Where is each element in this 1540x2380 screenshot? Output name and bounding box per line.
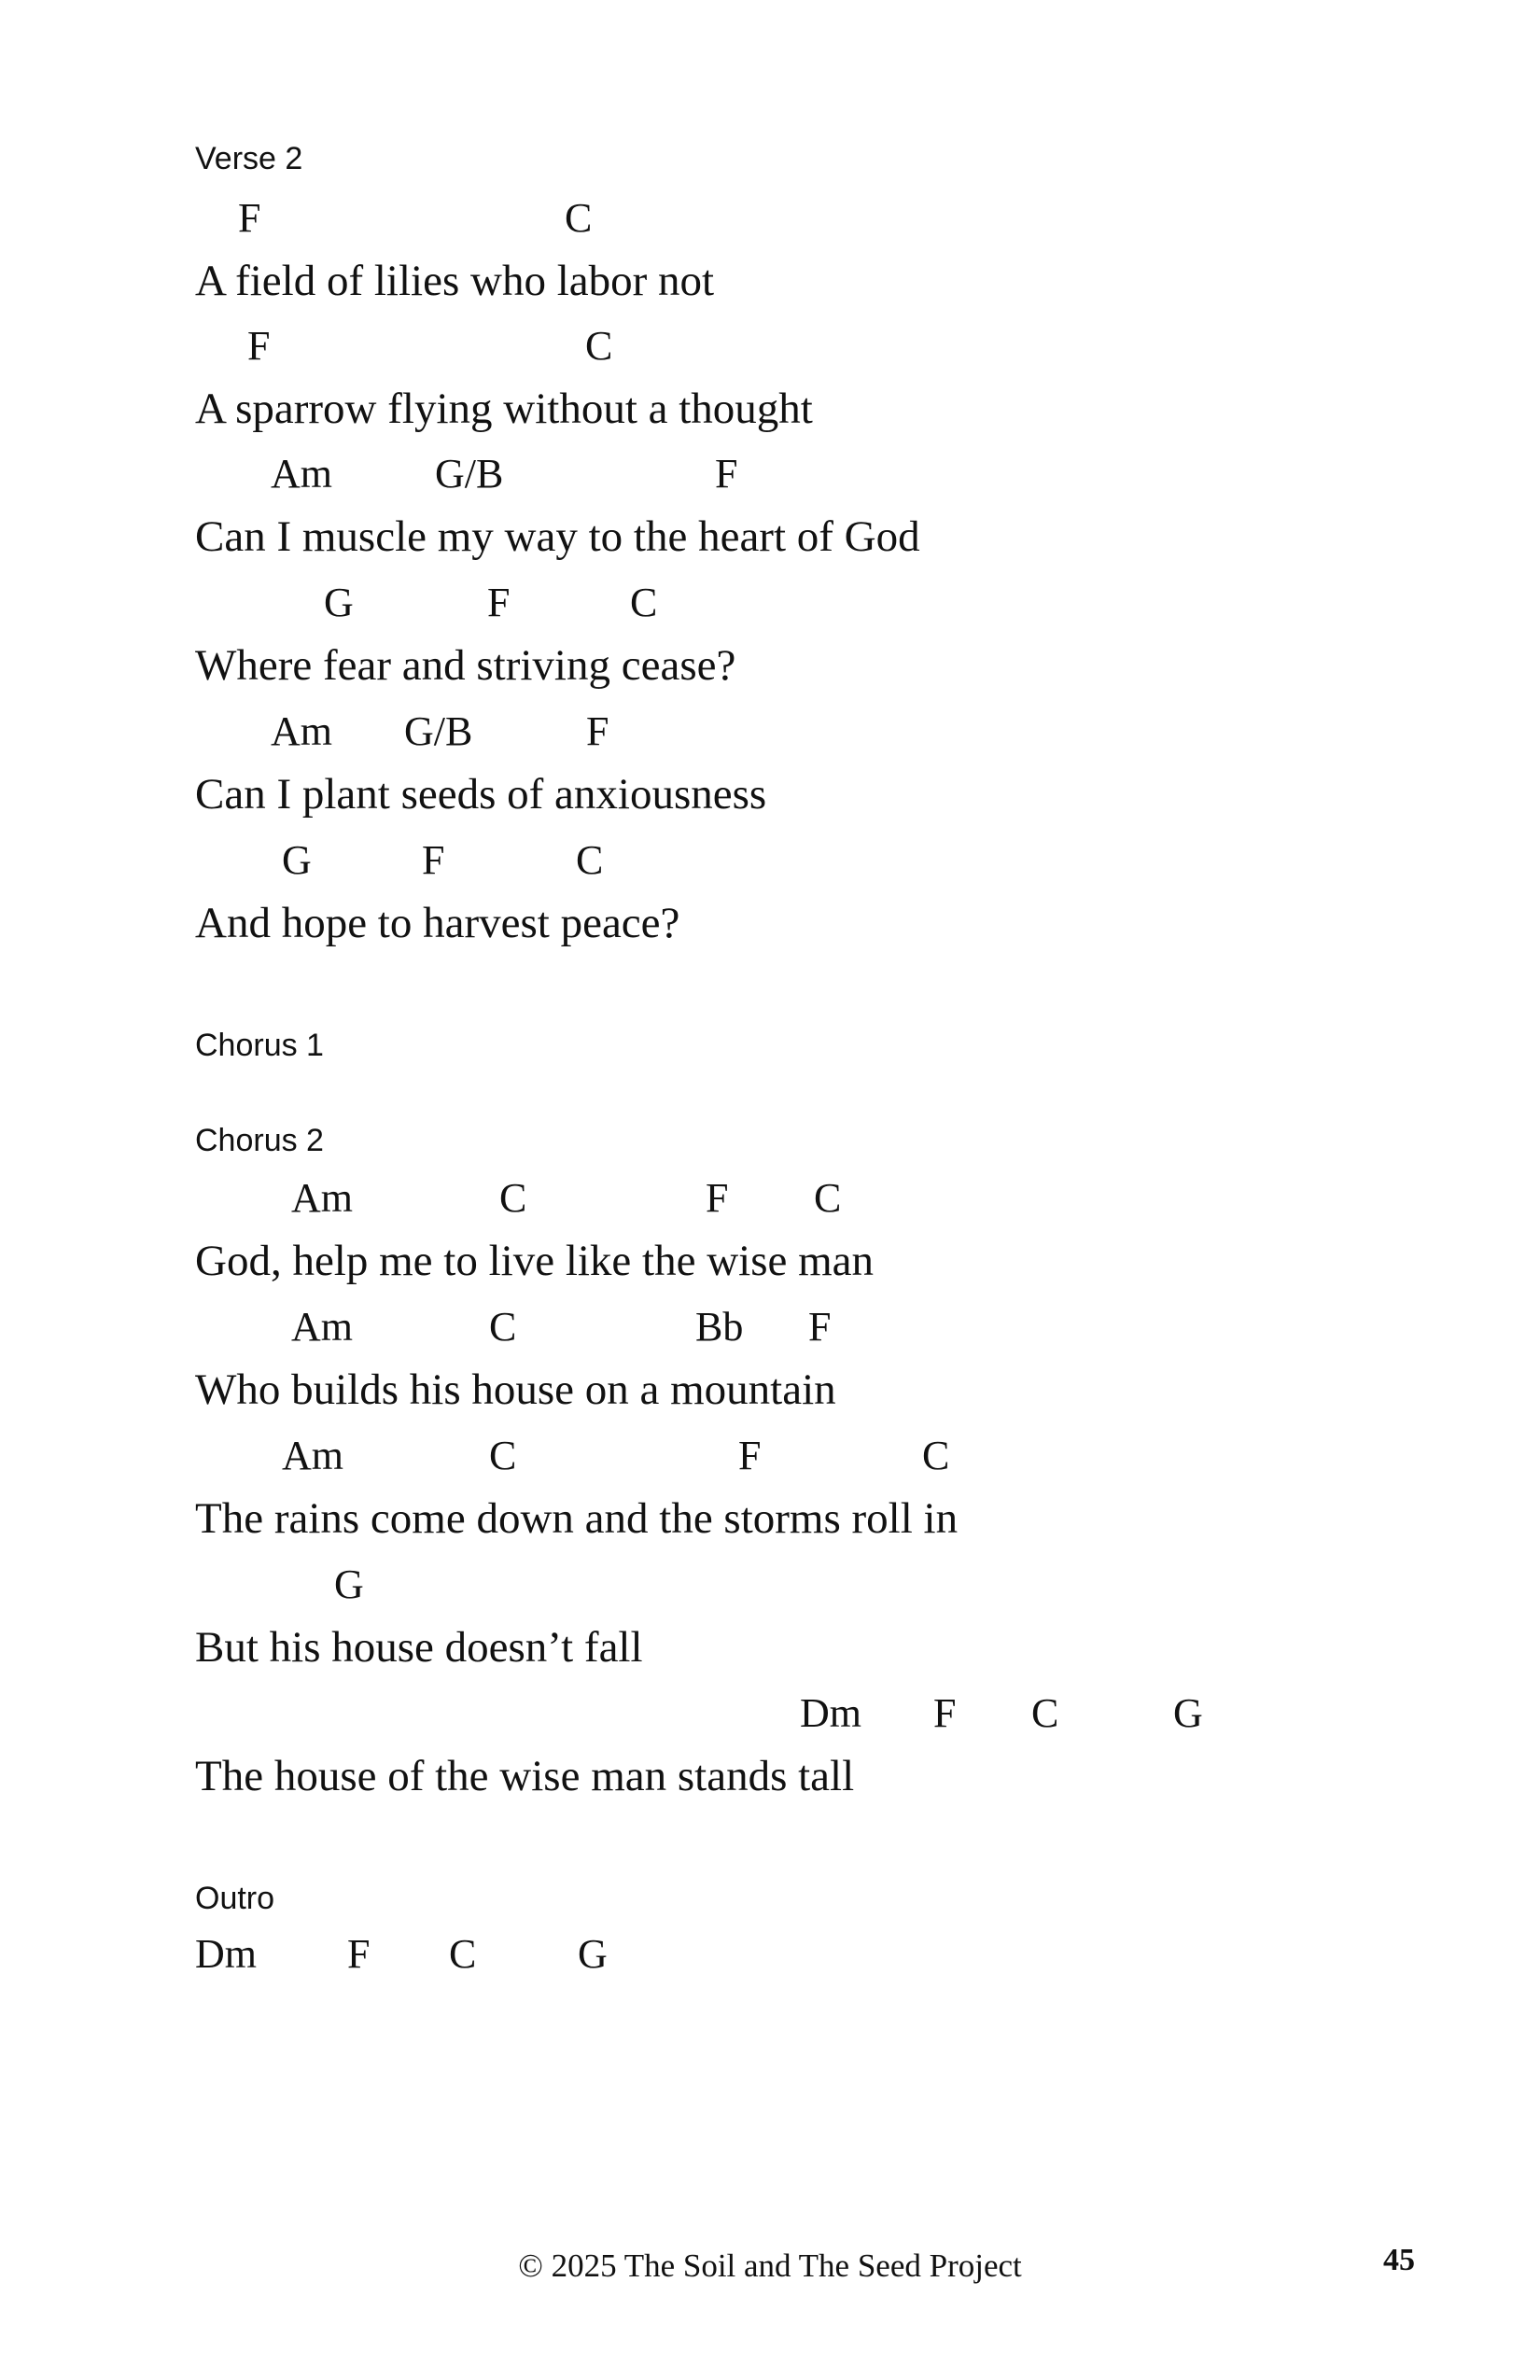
lyric-line: Can I muscle my way to the heart of God: [195, 512, 920, 561]
lyric-line: Can I plant seeds of anxiousness: [195, 770, 767, 819]
section-heading-chorus-2: Chorus 2: [195, 1123, 324, 1158]
chord: C: [630, 580, 658, 625]
chord: G: [334, 1561, 364, 1607]
chord: C: [585, 323, 613, 369]
chord: F: [706, 1175, 729, 1221]
lyric-line: A sparrow flying without a thought: [195, 385, 813, 433]
chord: C: [1031, 1690, 1059, 1736]
chord: Bb: [695, 1304, 744, 1350]
lyric-line: And hope to harvest peace?: [195, 899, 680, 947]
chord: F: [238, 195, 261, 241]
chord: C: [814, 1175, 842, 1221]
chord: Am: [271, 451, 332, 497]
chord: C: [449, 1931, 477, 1977]
chord: G/B: [435, 451, 504, 497]
chord: Am: [271, 708, 332, 754]
chord: C: [489, 1433, 517, 1478]
chord: C: [499, 1175, 527, 1221]
chord: F: [933, 1690, 957, 1736]
lyric-line: God, help me to live like the wise man: [195, 1237, 875, 1285]
chord: F: [738, 1433, 762, 1478]
chord: F: [247, 323, 271, 369]
chord: G: [282, 837, 312, 883]
chord: F: [715, 451, 738, 497]
chord: G: [578, 1931, 608, 1977]
lyric-line: The rains come down and the storms roll in: [195, 1494, 959, 1543]
chord: Am: [282, 1433, 343, 1478]
chord: Am: [291, 1304, 353, 1350]
chord: F: [347, 1931, 371, 1977]
lyric-line: But his house doesn’t fall: [195, 1623, 643, 1672]
chord: F: [586, 708, 609, 754]
lyric-line: Where fear and striving cease?: [195, 641, 736, 690]
chord: F: [808, 1304, 832, 1350]
chord: Dm: [195, 1931, 257, 1977]
section-heading-outro: Outro: [195, 1881, 275, 1916]
chord: G/B: [404, 708, 473, 754]
chord: Dm: [800, 1690, 861, 1736]
chord: C: [565, 195, 593, 241]
lyric-line: A field of lilies who labor not: [195, 257, 715, 305]
copyright-footer: © 2025 The Soil and The Seed Project: [518, 2247, 1022, 2284]
section-heading-verse-2: Verse 2: [195, 141, 303, 176]
lyric-line: The house of the wise man stands tall: [195, 1752, 855, 1800]
chord: F: [487, 580, 511, 625]
chord: Am: [291, 1175, 353, 1221]
page-number: 45: [1383, 2243, 1415, 2277]
chord: F: [422, 837, 445, 883]
section-heading-chorus-1: Chorus 1: [195, 1028, 324, 1063]
chord: C: [489, 1304, 517, 1350]
chord: C: [576, 837, 604, 883]
lyric-line: Who builds his house on a mountain: [195, 1365, 836, 1414]
chord: G: [1173, 1690, 1203, 1736]
chord: C: [922, 1433, 950, 1478]
chord: G: [324, 580, 354, 625]
